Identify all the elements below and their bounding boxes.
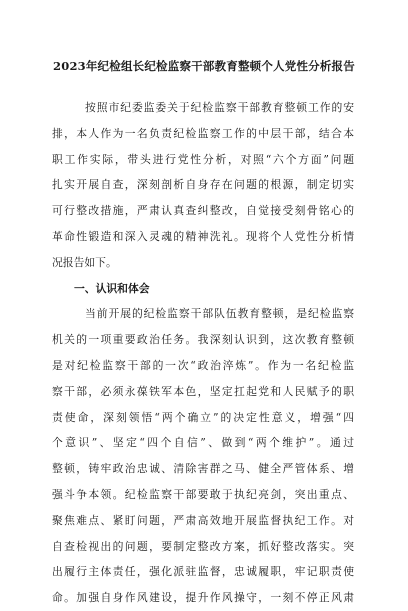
text-line: 责使命，深刻领悟“两个确立”的决定性意义，增强“四 [52, 410, 354, 424]
text-line: 是对纪检监察干部的一次“政治淬炼”。作为一名纪检监 [52, 358, 354, 372]
text-line: 出履行主体责任，强化派驻监督，忠诚履职，牢记职责使 [52, 565, 354, 579]
text-line: 个意识”、坚定“四个自信”、做到“两个维护”。通过 [52, 436, 354, 450]
document-title: 2023年纪检组长纪检监察干部教育整顿个人党性分析报告 [53, 59, 355, 73]
paragraph-understanding [52, 301, 354, 611]
text-line: 排，本人作为一名负责纪检监察工作的中层干部，结合本 [52, 126, 354, 140]
text-line: 扎实开展自查，深刻剖析自身存在问题的根源，制定切实 [52, 178, 354, 192]
text-line: 强斗争本领。纪检监察干部要敢于执纪亮剑，突出重点、 [52, 487, 354, 501]
text-line: 命。加强自身作风建设，提升作风操守，一刻不停正风肃 [52, 591, 354, 605]
section-heading: 一、认识和体会 [74, 281, 150, 295]
text-line: 当前开展的纪检监察干部队伍教育整顿，是纪检监察 [85, 307, 354, 321]
text-line: 察干部，必须永葆铁军本色，坚定扛起党和人民赋予的职 [52, 384, 354, 398]
text-line: 聚焦难点、紧盯问题，严肃高效地开展监督执纪工作。对 [52, 513, 354, 527]
text-line: 职工作实际，带头进行党性分析，对照“六个方面”问题 [52, 152, 354, 166]
paragraph-intro [52, 95, 354, 276]
text-line: 况报告如下。 [52, 255, 117, 269]
text-line: 整顿，铸牢政治忠诚、清除害群之马、健全严管体系、增 [52, 462, 354, 476]
text-line: 机关的一项重要政治任务。我深刻认识到，这次教育整顿 [52, 333, 354, 347]
text-line: 革命性锻造和深入灵魂的精神洗礼。现将个人党性分析情 [52, 229, 354, 243]
text-line: 自查检视出的问题，要制定整改方案，抓好整改落实。突 [52, 539, 354, 553]
document-body [52, 95, 354, 611]
text-line: 可行整改措施，严肃认真查纠整改，自觉接受刻骨铭心的 [52, 204, 354, 218]
text-line: 按照市纪委监委关于纪检监察干部教育整顿工作的安 [85, 101, 354, 114]
